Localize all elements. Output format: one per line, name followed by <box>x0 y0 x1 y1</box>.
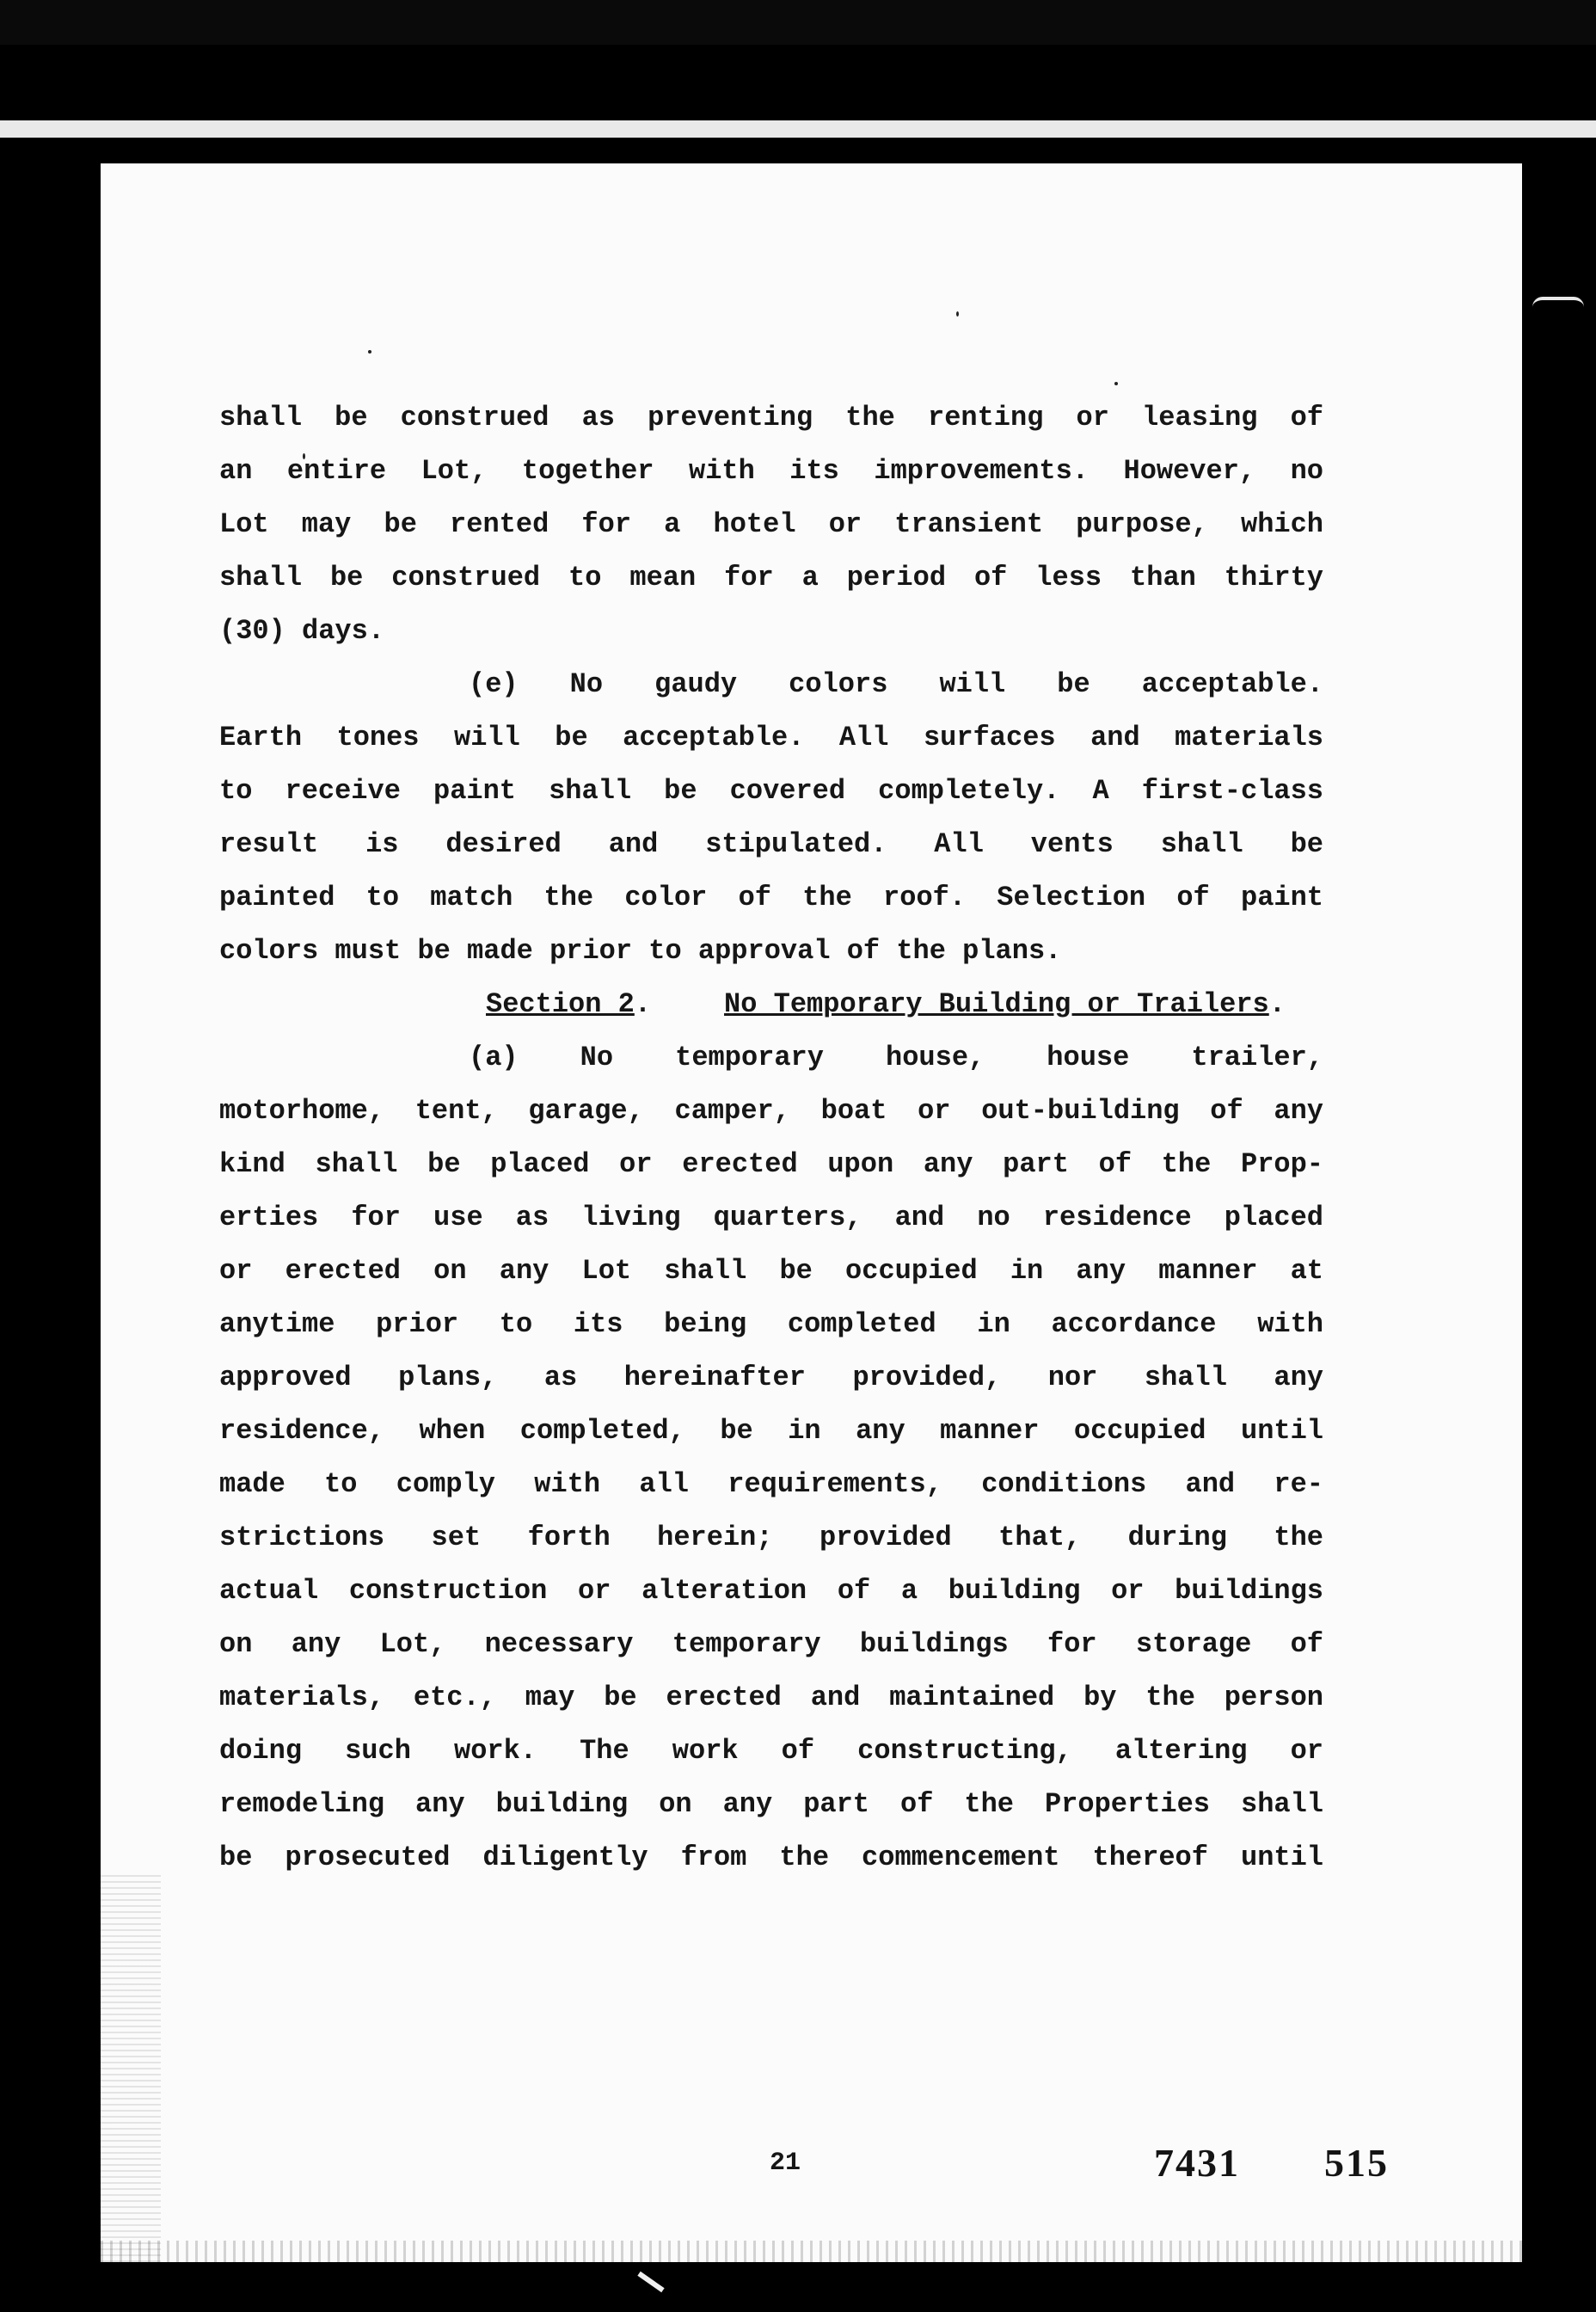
text-line: to receive paint shall be covered completely. A first-class <box>219 775 1323 807</box>
text-line: erties for use as living quarters, and no residence placed <box>219 1202 1323 1233</box>
scan-margin-noise <box>101 1875 161 2262</box>
text-line: Lot may be rented for a hotel or transient purpose, which <box>219 508 1323 540</box>
scan-bottom-mark <box>637 2272 664 2292</box>
scan-bottom-noise <box>101 2241 1522 2262</box>
text-line: (30) days. <box>219 615 385 647</box>
text-line: doing such work. The work of constructing, altering or <box>219 1735 1323 1767</box>
text-line: motorhome, tent, garage, camper, boat or out-building of any <box>219 1095 1323 1127</box>
recording-page-number: 515 <box>1324 2141 1389 2185</box>
text-line: (e) No gaudy colors will be acceptable. <box>469 668 1323 700</box>
section-number: Section 2 <box>486 988 635 1020</box>
scan-edge-mark <box>1532 297 1584 307</box>
text-line: kind shall be placed or erected upon any part of the Prop- <box>219 1148 1323 1180</box>
text-line: colors must be made prior to approval of the plans. <box>219 935 1062 967</box>
text-line: anytime prior to its being completed in accordance with <box>219 1308 1323 1340</box>
scan-top-rule <box>0 120 1596 138</box>
text-line: result is desired and stipulated. All vents shall be <box>219 828 1323 860</box>
scan-speck <box>956 311 959 317</box>
text-line: shall be construed as preventing the renting or leasing of <box>219 402 1323 434</box>
text-line: or erected on any Lot shall be occupied in any manner at <box>219 1255 1323 1287</box>
section-separator: . <box>634 988 652 1020</box>
text-line: be prosecuted diligently from the commencement thereof until <box>219 1842 1323 1873</box>
text-line: made to comply with all requirements, conditions and re- <box>219 1468 1323 1500</box>
body-text <box>219 391 1323 1885</box>
scan-speck <box>368 350 371 354</box>
text-line: (a) No temporary house, house trailer, <box>469 1042 1323 1073</box>
text-line: shall be construed to mean for a period of less than thirty <box>219 562 1323 593</box>
section-heading <box>219 978 1323 1031</box>
recording-book-number: 7431 <box>1154 2141 1240 2185</box>
text-line: residence, when completed, be in any manner occupied until <box>219 1415 1323 1447</box>
scan-top-border <box>0 0 1596 45</box>
page-number: 21 <box>770 2149 801 2178</box>
section-title: No Temporary Building or Trailers <box>724 988 1269 1020</box>
text-line: approved plans, as hereinafter provided, nor shall any <box>219 1362 1323 1393</box>
text-line: painted to match the color of the roof. Selection of paint <box>219 882 1323 913</box>
text-line: Earth tones will be acceptable. All surfaces and materials <box>219 722 1323 753</box>
text-line: an entire Lot, together with its improvements. However, no <box>219 455 1323 487</box>
section-title-end: . <box>1268 988 1286 1020</box>
text-line: on any Lot, necessary temporary buildings for storage of <box>219 1628 1323 1660</box>
text-line: remodeling any building on any part of the Properties shall <box>219 1788 1323 1820</box>
text-line: strictions set forth herein; provided that, during the <box>219 1522 1323 1553</box>
text-line: materials, etc., may be erected and maintained by the person <box>219 1682 1323 1713</box>
scan-speck <box>1114 382 1118 385</box>
text-line: actual construction or alteration of a building or buildings <box>219 1575 1323 1607</box>
